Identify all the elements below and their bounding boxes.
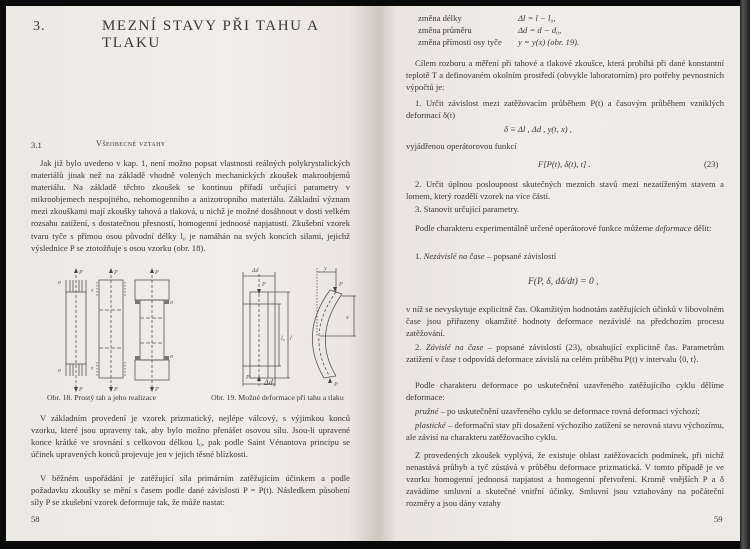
equation-independent: F(P, δ, dδ/dt) = 0 ,: [528, 277, 599, 287]
svg-text:P: P: [339, 282, 343, 288]
paragraph-divide-emphasis: deformace: [655, 223, 692, 233]
figure-18-diagram: [42, 268, 172, 393]
right-page: [378, 6, 740, 541]
type-2-emphasis: Závislé na čase: [425, 342, 484, 352]
fig19-label-dd0: Δd₀: [264, 378, 276, 387]
type-1-emphasis: Nezávislé na čase: [423, 251, 485, 261]
svg-text:P: P: [155, 387, 159, 393]
chapter-number: 3.: [33, 19, 46, 34]
paragraph-divide-end: dělit:: [693, 223, 712, 233]
paragraph-divide-text: Podle charakteru experimentálně určené operátorové funkce můžeme: [415, 223, 654, 233]
section-number: 3.1: [31, 140, 42, 150]
equation-23-label: (23): [704, 159, 719, 169]
definition-label: změna přímosti osy tyče: [418, 37, 502, 48]
elastic-emphasis: pružné: [415, 406, 439, 416]
paragraph-conclusion: Z provedených zkoušek vyplývá, že existuje oblast zatěžovacích podmínek, při nichž nenastává průhyb a tyč zůstává v průběhu deformace prizmatická. V tomto případě je ve vzorku homogenní jednoosá napjatost a homogenní přetvoření. Kromě vnějších P a δ zavádíme smluvní a skutečné vnitřní účinky. Smluvní jsou vztahovány na počáteční rozměry a jsou dány vztahy: [406, 450, 724, 509]
definition-label: změna průměru: [418, 25, 472, 36]
svg-text:σ: σ: [170, 300, 173, 306]
type-dependent: [406, 341, 724, 365]
definition-formula: Δl = l − l₀,: [518, 13, 556, 23]
goal-item-2: 2. Určit úplnou posloupnost skutečných mezních stavů mezi nezatíženým stavem a lomem, který rozdělí vzorek na více částí.: [406, 179, 724, 202]
page-number-left: 58: [31, 514, 40, 524]
paragraph-loading: V běžném uspořádání je zatěžující síla primárním zatěžujícím účinkem a podle požadavku zkoušky se mění s časem podle dané závislosti P = P(t). Následkem působení síly P se zkušební vzorek deformuje tak, že může nastat:: [31, 473, 350, 508]
left-page: [6, 6, 378, 541]
fig19-label-y: y: [324, 266, 327, 272]
paragraph-cycle: Podle charakteru deformace po uskutečnění uzavřeného zatěžujícího cyklu dělíme deformace:: [406, 380, 724, 403]
svg-text:P: P: [334, 382, 338, 388]
type-independent: [406, 250, 724, 262]
deformation-elastic: [406, 405, 724, 417]
page-number-right: 59: [714, 514, 723, 524]
bent-bar-left: [312, 290, 330, 378]
paragraph-divide: [406, 222, 724, 234]
hatch-1: [135, 300, 140, 304]
equation-23: F[P(t), δ(t), t] .: [538, 159, 591, 169]
type-1-rest: – popsané závislostí: [486, 251, 557, 261]
svg-text:σ: σ: [170, 354, 173, 360]
goal-item-1: 1. Určit závislost mezi zatěžovacím průběhem P(t) a časovým průběhem vzniklých deformací δ(t): [406, 98, 724, 121]
svg-text:P: P: [79, 387, 83, 393]
plastic-emphasis: plastické: [415, 420, 446, 430]
svg-text:P: P: [114, 270, 118, 276]
fig19-label-x: x: [346, 315, 349, 321]
definitions-list: [418, 12, 718, 48]
specimen-bar-2: [99, 280, 123, 378]
paragraph-intro: Jak již bylo uvedeno v kap. 1, není možno popsat vlastnosti reálných polykrystalických materiálů jinak než na základě vhodně volených mechanických zkoušek makroobjemů materiálu. Na základě těchto zkoušek se kontinuu přiřadí určující parametry v mikroobjemech nespojitého, nehomogenního a anizotropního materiálu. Základní význam mezi zkouškami mají zkoušky tahová a tlaková, u nichž je možné dosáhnout v dosti velkém rozsahu zatížení, s dostatečnou přesností, homogenní jednoosé napjatosti. Zkušební vzorek tvaru tyče s přímou osou původní délky l₀ je namáhán na svých koncích silami, jejichž výslednice P se ztotožňuje s osou vzorku (obr. 18).: [31, 158, 350, 253]
section-title: Všeobecné vztahy: [96, 139, 166, 148]
bent-bar-right: [325, 294, 342, 376]
fig19-label-l: l: [290, 336, 292, 342]
definition-row: [418, 24, 718, 36]
svg-text:τ: τ: [91, 366, 94, 372]
figure-19-caption: Obr. 19. Možné deformace při tahu a tlaku: [211, 393, 344, 402]
svg-text:P: P: [246, 375, 250, 381]
svg-text:P: P: [262, 282, 266, 288]
deformation-plastic: [406, 419, 724, 443]
definition-row: [418, 12, 718, 24]
paragraph-specimen: V základním provedení je vzorek prizmatický, nejlépe válcový, s výjimkou konců vzorku, které jsou upraveny tak, aby bylo možno přenášet osovou sílu. Jsou-li upravené konce krátké ve srovnání s celkovou délkou l₀, pak podle Saint Vénantova principu se účinek upravených konců projevuje jen v jejich těsné blízkosti.: [31, 413, 350, 460]
fig19-label-l0: l₀: [281, 336, 285, 342]
figure-18-caption: Obr. 18. Prostý tah a jeho realizace: [47, 393, 157, 402]
type-2-rest: – popsané závislostí (23), obsahující explicitně čas. Parametrům zatížení v čase t odpovídá deformace závislá na celém průběhu P(t) v intervalu ⟨0, t⟩.: [406, 342, 724, 365]
type-independent-desc: v níž se nevyskytuje explicitně čas. Okamžitým hodnotám zatěžujících účinků v libovolném čase jsou přiřazeny okamžité hodnoty deformace nezávislé na předchozím procesu zatěžování.: [406, 304, 724, 339]
type-1-number: 1.: [415, 251, 422, 261]
definition-label: změna délky: [418, 13, 462, 23]
fig19-label-dd: Δd: [252, 268, 259, 274]
svg-text:σ: σ: [58, 368, 61, 374]
svg-text:P: P: [114, 387, 118, 393]
goal-item-1-cont: vyjádřenou operátorovou funkcí: [406, 141, 517, 151]
fig18-label-sigma: σ: [58, 280, 61, 286]
plastic-rest: – deformační stav při dosažení výchozího zatížení se nerovná stavu výchozímu, ale závisí na charakteru zatěžovacího cyklu.: [406, 420, 724, 443]
equation-delta: δ ≡ Δl , Δd , y(t, x) ,: [504, 124, 572, 134]
chapter-title: MEZNÍ STAVY PŘI TAHU A TLAKU: [102, 18, 319, 51]
figure-19-diagram: [238, 264, 363, 388]
type-2-number: 2.: [415, 342, 422, 352]
book-edge: [740, 0, 750, 549]
definition-formula: y = y(x) (obr. 19).: [518, 37, 580, 48]
fig18-label-tau: τ: [91, 288, 94, 294]
svg-text:P: P: [155, 270, 159, 276]
definition-formula: Δd = d − d₀,: [518, 25, 562, 36]
paragraph-goal: Cílem rozboru a měření při tahové a tlakové zkoušce, která probíhá při dané konstantní teplotě T a definovaném okolním prostředí (obvykle laboratorním) pro potřeby pevnostních výpočtů je:: [406, 58, 724, 93]
definition-row: [418, 36, 718, 48]
fig18-label-p: P: [79, 270, 83, 276]
goal-item-3: 3. Stanovit určující parametry.: [415, 204, 520, 214]
elastic-rest: – po uskutečnění uzavřeného cyklu se deformace rovná deformaci výchozí;: [440, 406, 700, 416]
